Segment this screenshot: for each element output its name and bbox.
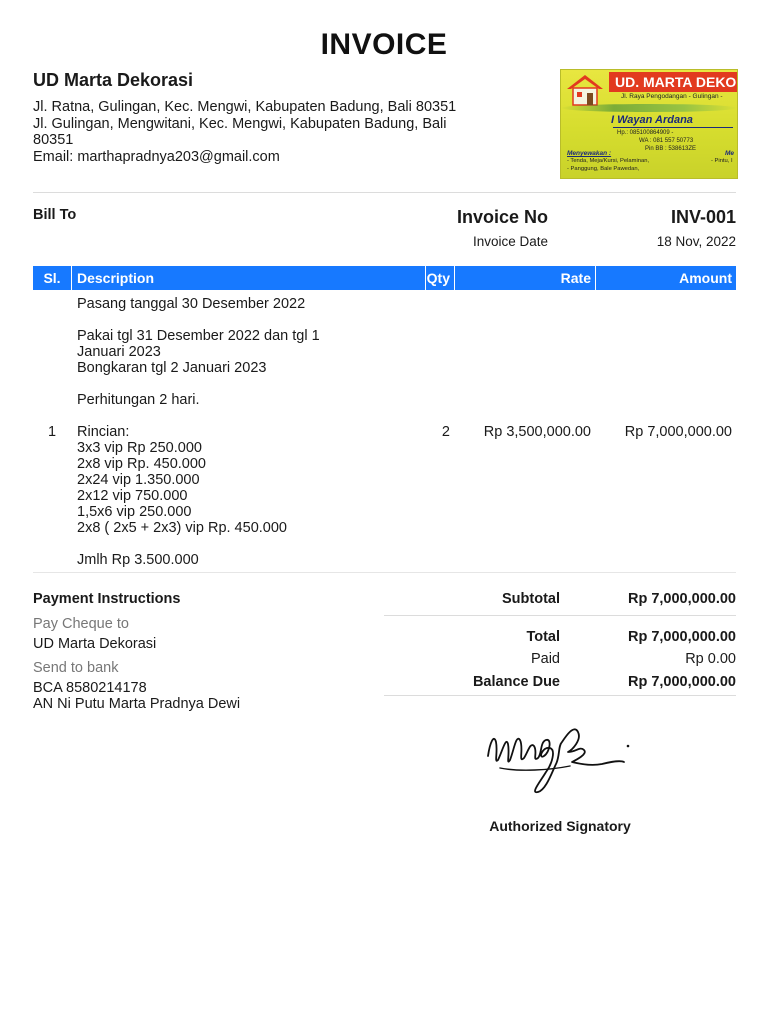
header-qty: Qty — [426, 266, 454, 290]
logo-contact-2: WA : 081 557 50773 — [639, 138, 694, 144]
logo-owner: I Wayan Ardana — [611, 114, 693, 126]
description-line: Jmlh Rp 3.500.000 — [77, 552, 199, 568]
table-header — [33, 266, 736, 290]
description-line: Pasang tanggal 30 Desember 2022 — [77, 296, 306, 312]
description-line: Rincian: — [77, 424, 130, 440]
subtotal-value: Rp 7,000,000.00 — [627, 591, 736, 607]
logo-contact — [617, 129, 696, 153]
description-line: 2x24 vip 1.350.000 — [77, 472, 200, 488]
description-line: 2x8 ( 2x5 + 2x3) vip Rp. 450.000 — [77, 520, 287, 536]
row-qty: 2 — [441, 424, 450, 440]
logo-rent-item-2: - Panggung, Bale Pawedan, — [567, 165, 640, 172]
paid-label: Paid — [530, 651, 560, 667]
row-divider — [33, 572, 736, 573]
invoice-title: INVOICE — [320, 28, 448, 61]
total-label: Total — [526, 629, 560, 645]
logo-contact-3: Pin BB : 538613ZE — [645, 146, 697, 152]
description-line: 2x12 vip 750.000 — [77, 488, 188, 504]
invoice-date: 18 Nov, 2022 — [656, 234, 736, 249]
row-amount: Rp 7,000,000.00 — [624, 424, 732, 440]
invoice-no: INV-001 — [670, 207, 736, 227]
logo-rent-item-1: - Tenda, Meja/Kursi, Pelaminan, — [567, 158, 650, 164]
row-sl: 1 — [47, 424, 57, 440]
balance-due-value: Rp 7,000,000.00 — [627, 674, 736, 690]
invoice-no-label: Invoice No — [456, 207, 548, 227]
house-icon — [565, 73, 605, 107]
authorized-signatory: Authorized Signatory — [489, 818, 631, 834]
logo-address: Jl. Raya Pengodangan - Gulingan - — [621, 93, 723, 100]
header-description: Description — [72, 266, 425, 290]
logo-rent-extra-2: - Pintu, I — [711, 158, 733, 164]
company-email: Email: marthapradnya203@gmail.com — [33, 148, 280, 165]
description-line: Januari 2023 — [77, 344, 161, 360]
logo-rent-items — [567, 158, 649, 173]
bank-account: BCA 8580214178 — [33, 680, 147, 696]
company-logo — [560, 69, 738, 179]
header-divider — [33, 192, 736, 193]
logo-banner: UD. MARTA DEKO — [609, 72, 737, 92]
logo-rent-title: Menyewakan : — [567, 150, 612, 157]
description-line: Pakai tgl 31 Desember 2022 dan tgl 1 — [77, 328, 320, 344]
payment-instructions-title: Payment Instructions — [33, 591, 181, 607]
row-rate: Rp 3,500,000.00 — [483, 424, 591, 440]
invoice-date-label: Invoice Date — [472, 234, 548, 249]
balance-due-label: Balance Due — [472, 674, 560, 690]
header-amount: Amount — [596, 266, 736, 290]
description-line: Bongkaran tgl 2 Januari 2023 — [77, 360, 267, 376]
company-address-2: Jl. Gulingan, Mengwitani, Kec. Mengwi, Kabupaten Badung, Bali 80351 — [33, 115, 447, 148]
total-value: Rp 7,000,000.00 — [627, 629, 736, 645]
description-line: Perhitungan 2 hari. — [77, 392, 200, 408]
logo-owner-underline — [613, 127, 733, 128]
description-line: 2x8 vip Rp. 450.000 — [77, 456, 206, 472]
company-name: UD Marta Dekorasi — [33, 70, 194, 90]
subtotal-divider — [384, 615, 736, 616]
subtotal-label: Subtotal — [502, 591, 560, 607]
header-rate: Rate — [455, 266, 595, 290]
header-sl: Sl. — [33, 266, 71, 290]
row-description — [77, 296, 422, 568]
signature-image — [480, 712, 640, 802]
logo-contact-1: Hp.: 085100864909 - — [617, 130, 674, 136]
logo-swoosh — [561, 104, 737, 112]
bank-account-name: AN Ni Putu Marta Pradnya Dewi — [33, 696, 241, 712]
description-line: 1,5x6 vip 250.000 — [77, 504, 192, 520]
description-line: 3x3 vip Rp 250.000 — [77, 440, 202, 456]
send-to-bank-label: Send to bank — [33, 660, 119, 676]
paid-value: Rp 0.00 — [685, 651, 736, 667]
bill-to-label: Bill To — [33, 207, 77, 223]
logo-rent-extra-1: Me — [725, 150, 735, 157]
pay-cheque-label: Pay Cheque to — [33, 616, 129, 632]
company-address-1: Jl. Ratna, Gulingan, Kec. Mengwi, Kabupaten Badung, Bali 80351 — [33, 99, 457, 115]
company-info — [33, 70, 463, 165]
summary-divider — [384, 695, 736, 696]
table-row — [33, 290, 736, 572]
pay-cheque-value: UD Marta Dekorasi — [33, 636, 157, 652]
